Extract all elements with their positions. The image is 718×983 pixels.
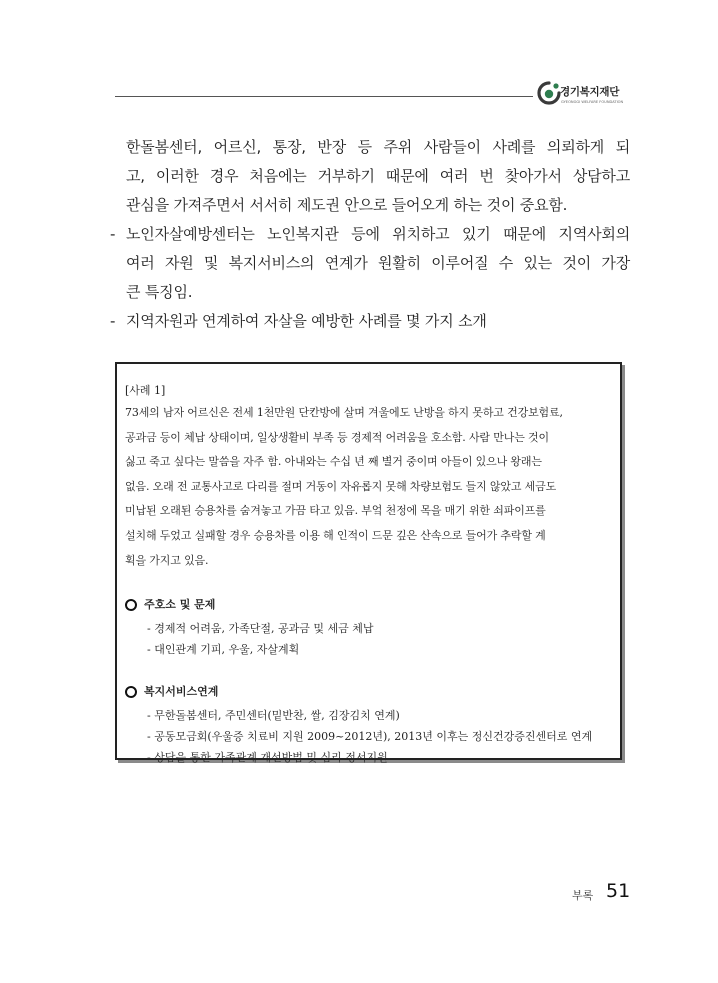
page-number: 51 <box>606 880 631 902</box>
case-line: 73세의 남자 어르신은 전세 1천만원 단칸방에 살며 겨울에도 난방을 하지 못하고 건강보험료, <box>125 406 563 419</box>
section-heading-text: 복지서비스연계 <box>144 685 219 699</box>
case-line: 설치해 두었고 실패할 경우 승용차를 이용 해 인적이 드문 깊은 산속으로 들어가 추락할 계 <box>125 528 546 542</box>
bullet-text: 노인자살예방센터는 노인복지관 등에 위치하고 있기 때문에 지역사회의 <box>126 225 630 243</box>
foundation-logo <box>536 80 636 110</box>
footer-section-label: 부록 <box>572 889 594 902</box>
case-line: 미납된 오래된 승용차를 숨겨놓고 가끔 타고 있음. 부엌 천정에 목을 매기 위한 쇠파이프를 <box>125 504 546 518</box>
case-study-box <box>115 362 622 765</box>
foundation-emblem-icon <box>536 80 562 106</box>
circle-bullet-icon <box>125 599 137 611</box>
case-line: 획을 가지고 있음. <box>125 553 209 567</box>
list-item: - 공동모금회(우울증 치료비 지원 2009~2012년), 2013년 이후는 정신건강증진센터로 연계 <box>147 730 593 744</box>
bullet-text: 지역자원과 연계하여 자살을 예방한 사례를 몇 가지 소개 <box>126 312 487 330</box>
case-line: 공과금 등이 체납 상태이며, 일상생활비 부족 등 경제적 어려움을 호소함. 사람 만나는 것이 <box>125 430 549 444</box>
list-item: - 상담을 통한 가족관계 개선방법 및 심리 정서지원 <box>147 751 388 765</box>
bullet-item <box>110 307 630 336</box>
case-description <box>125 401 613 573</box>
logo-english-name: GYEONGGI WELFARE FOUNDATION <box>561 100 624 104</box>
section-heading-problems <box>125 595 613 615</box>
bullet-dash: - <box>110 312 116 330</box>
body-text <box>110 133 630 336</box>
section-heading-text: 주호소 및 문제 <box>144 598 216 612</box>
case-line: 싫고 죽고 싶다는 말씀을 자주 함. 아내와는 수십 년 째 별거 중이며 아들이 있으나 왕래는 <box>125 455 542 469</box>
problems-list <box>125 618 613 660</box>
list-item: - 무한돌봄센터, 주민센터(밑반찬, 쌀, 김장김치 연계) <box>147 709 400 723</box>
services-list <box>125 705 613 768</box>
case-line: 없음. 오래 전 교통사고로 다리를 절며 거동이 자유롭지 못해 차량보험도 들지 않았고 세금도 <box>125 479 557 493</box>
logo-name: 경기복지재단 <box>560 86 620 98</box>
bullet-text: 여러 자원 및 복지서비스의 연계가 원활히 이루어질 수 있는 것이 가장 <box>126 254 630 272</box>
bullet-item <box>110 220 630 249</box>
paragraph-line: 한돌봄센터, 어르신, 통장, 반장 등 주위 사람들이 사례를 의뢰하게 되 <box>126 138 630 156</box>
list-item: - 경제적 어려움, 가족단절, 공과금 및 세금 체납 <box>147 622 374 636</box>
circle-bullet-icon <box>125 686 137 698</box>
case-title: [사례 1] <box>125 384 166 397</box>
bullet-continuation <box>110 278 630 307</box>
list-item: - 대인관계 기피, 우울, 자살계획 <box>147 643 300 657</box>
section-heading-services <box>125 682 613 702</box>
paragraph-line: 관심을 가져주면서 서서히 제도권 안으로 들어오게 하는 것이 중요함. <box>126 196 568 214</box>
header-rule <box>115 96 533 97</box>
bullet-continuation <box>110 249 630 278</box>
paragraph-line: 고, 이러한 경우 처음에는 거부하기 때문에 여러 번 찾아가서 상담하고 <box>126 167 630 185</box>
bullet-text: 큰 특징임. <box>126 283 193 301</box>
bullet-dash: - <box>110 225 116 243</box>
